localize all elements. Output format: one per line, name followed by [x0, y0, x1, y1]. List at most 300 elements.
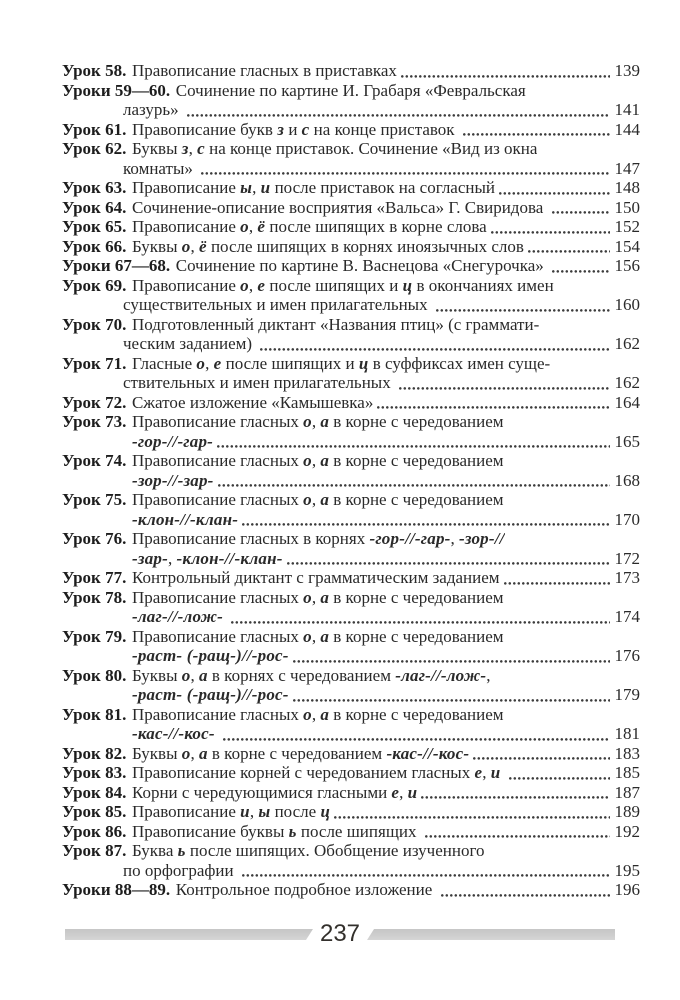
- entry-title: [132, 802, 330, 822]
- title-segment: ,: [205, 353, 214, 373]
- entry-title: [132, 841, 485, 861]
- title-segment: с: [301, 119, 310, 139]
- title-segment: в корне с чередованием: [329, 587, 504, 607]
- entry-page-number: 147: [614, 158, 640, 178]
- toc-entry: [62, 529, 640, 568]
- entry-page-number: 185: [614, 763, 640, 782]
- entry-title: [123, 334, 256, 354]
- toc-entry: [62, 412, 640, 451]
- entry-page-number: 168: [614, 470, 640, 490]
- lesson-label: Урок 81.: [62, 704, 127, 724]
- lesson-label: Уроки 88—89.: [62, 880, 171, 899]
- title-segment: в корне с чередованием: [329, 451, 504, 470]
- dot-leader: [499, 178, 609, 198]
- entry-page-number: 160: [614, 295, 640, 314]
- entry-title: [132, 61, 397, 81]
- title-segment: Правописание гласных: [131, 490, 304, 509]
- title-segment: в окончаниях имен: [412, 275, 554, 295]
- toc-line: [62, 471, 640, 491]
- lesson-label: Урок 78.: [62, 587, 127, 607]
- toc-line: [62, 373, 640, 393]
- title-segment: о: [303, 490, 312, 509]
- dot-leader: [242, 510, 609, 530]
- title-segment: Правописание гласных: [131, 451, 304, 470]
- dot-leader: [242, 861, 610, 881]
- title-segment: в корне с чередованием: [329, 412, 504, 431]
- title-segment: в корне с чередованием: [329, 626, 504, 646]
- dot-leader: [187, 100, 610, 120]
- entry-title: [132, 705, 504, 725]
- entry-title: [132, 315, 539, 335]
- title-segment: -гор-//-гар-: [132, 431, 214, 451]
- entry-title: [132, 120, 459, 140]
- title-segment: е: [391, 782, 400, 802]
- toc-entry: [62, 568, 640, 588]
- title-segment: [215, 724, 219, 743]
- entry-title: [132, 198, 548, 218]
- toc-line: [62, 315, 640, 335]
- title-segment: з: [181, 139, 189, 158]
- toc-line: [62, 763, 640, 783]
- lesson-label: Урок 79.: [62, 626, 127, 646]
- dot-leader: [201, 159, 609, 179]
- entry-title: [176, 880, 437, 900]
- title-segment: ы: [240, 178, 253, 197]
- lesson-label: Урок 80.: [62, 665, 127, 685]
- entry-title: [132, 354, 550, 374]
- title-segment: а: [320, 412, 330, 431]
- title-segment: ,: [190, 236, 199, 256]
- toc-entry: [62, 802, 640, 822]
- title-segment: ,: [486, 665, 491, 685]
- footer-rule-right: [367, 929, 615, 940]
- toc-entry: [62, 451, 640, 490]
- title-segment: -кас-//-кос-: [132, 724, 215, 743]
- lesson-label: Урок 58.: [62, 61, 127, 80]
- entry-page-number: 192: [614, 821, 640, 841]
- lesson-label: Урок 65.: [62, 217, 127, 236]
- dot-leader: [491, 217, 610, 237]
- toc-line: [62, 705, 640, 725]
- title-segment: ,: [311, 451, 321, 470]
- entry-page-number: 176: [614, 646, 640, 665]
- dot-leader: [217, 432, 609, 452]
- toc-entry: [62, 744, 640, 764]
- toc-entry: [62, 588, 640, 627]
- title-segment: ,: [482, 763, 491, 782]
- title-segment: ,: [188, 139, 198, 158]
- toc-line: [62, 159, 640, 179]
- toc-line: [62, 237, 640, 257]
- title-segment: в корне с чередованием: [329, 490, 504, 509]
- lesson-label: Урок 61.: [62, 119, 127, 139]
- title-segment: ствительных и имен прилагательных: [123, 373, 395, 392]
- title-segment: ц: [402, 275, 413, 295]
- entry-title: [132, 607, 227, 627]
- title-segment: Правописание гласных: [131, 412, 304, 431]
- entry-title: [132, 217, 487, 237]
- entry-title: [132, 412, 504, 432]
- entry-title: [123, 100, 183, 120]
- title-segment: ,: [167, 548, 177, 568]
- title-segment: ,: [190, 743, 199, 763]
- title-segment: на конце приставок. Сочинение «Вид из окна: [204, 139, 538, 158]
- title-segment: е: [213, 353, 222, 373]
- toc-line: [62, 724, 640, 744]
- title-segment: по орфографии: [123, 860, 238, 880]
- title-segment: о: [303, 412, 312, 431]
- lesson-label: Уроки 59—60.: [62, 80, 171, 100]
- toc-entry: [62, 783, 640, 803]
- entry-title: [176, 81, 526, 101]
- toc-entry: [62, 61, 640, 81]
- title-segment: после шипящих и: [265, 275, 403, 295]
- entry-title: [132, 549, 283, 569]
- lesson-label: Урок 62.: [62, 139, 127, 158]
- dot-leader: [509, 763, 610, 783]
- title-segment: после шипящих в корнях иноязычных слов: [206, 236, 524, 256]
- title-segment: после приставок на согласный: [270, 178, 496, 197]
- entry-title: [132, 471, 214, 491]
- toc-line: [62, 198, 640, 218]
- lesson-label: Урок 66.: [62, 236, 127, 256]
- entry-title: [132, 627, 504, 647]
- title-segment: Буквы: [131, 743, 182, 763]
- toc-line: [62, 529, 640, 549]
- lesson-label: Урок 85.: [62, 802, 127, 821]
- toc-line: [62, 549, 640, 569]
- title-segment: о: [240, 275, 249, 295]
- title-segment: Корни с чередующимися гласными: [131, 782, 392, 802]
- toc-entry: [62, 198, 640, 218]
- entry-page-number: 189: [614, 802, 640, 821]
- toc-line: [62, 666, 640, 686]
- title-segment: а: [320, 626, 330, 646]
- entry-page-number: 152: [614, 217, 640, 236]
- entry-title: [132, 588, 504, 608]
- lesson-label: Урок 64.: [62, 197, 127, 217]
- title-segment: лазурь»: [123, 100, 183, 119]
- entry-title: [132, 139, 538, 159]
- dot-leader: [334, 802, 609, 822]
- entry-title: [132, 490, 504, 510]
- title-segment: -лаг-//-лож-: [132, 607, 223, 626]
- entry-page-number: 181: [614, 724, 640, 743]
- title-segment: в корнях с чередованием: [207, 665, 396, 685]
- title-segment: и: [407, 782, 418, 802]
- title-segment: Сочинение-описание восприятия «Вальса» Г. Свиридова: [131, 197, 548, 217]
- entry-page-number: 195: [614, 860, 640, 880]
- title-segment: ы: [258, 802, 271, 821]
- lesson-label: Урок 74.: [62, 451, 127, 470]
- title-segment: Буквы: [131, 665, 182, 685]
- title-segment: о: [240, 217, 249, 236]
- title-segment: -гор-//-гар-: [369, 529, 451, 548]
- title-segment: о: [303, 587, 312, 607]
- toc-entry: [62, 276, 640, 315]
- title-segment: Сочинение по картине В. Васнецова «Снегурочка»: [175, 256, 548, 275]
- lesson-label: Урок 87.: [62, 841, 127, 860]
- toc-entry: [62, 627, 640, 666]
- toc-line: [62, 451, 640, 471]
- dot-leader: [473, 744, 609, 764]
- lesson-label: Урок 77.: [62, 568, 127, 587]
- title-segment: е: [474, 763, 483, 782]
- entry-title: [132, 724, 219, 744]
- dot-leader: [223, 724, 610, 744]
- dot-leader: [528, 237, 610, 257]
- dot-leader: [421, 783, 609, 803]
- title-segment: ,: [311, 587, 321, 607]
- title-segment: ё: [198, 236, 207, 256]
- lesson-label: Уроки 67—68.: [62, 256, 171, 275]
- toc-line: [62, 841, 640, 861]
- dot-leader: [463, 120, 610, 140]
- entry-title: [132, 510, 238, 530]
- entry-page-number: 164: [614, 392, 640, 412]
- toc-line: [62, 568, 640, 588]
- title-segment: ,: [190, 665, 199, 685]
- title-segment: -лаг-//-лож-: [395, 665, 487, 685]
- lesson-label: Урок 69.: [62, 275, 127, 295]
- title-segment: о: [181, 236, 191, 256]
- title-segment: и: [284, 119, 302, 139]
- entry-title: [132, 529, 505, 549]
- title-segment: о: [303, 704, 312, 724]
- toc-line: [62, 61, 640, 81]
- title-segment: ,: [252, 178, 261, 197]
- toc-entry: [62, 81, 640, 120]
- toc-entry: [62, 315, 640, 354]
- toc-line: [62, 217, 640, 237]
- dot-leader: [293, 685, 610, 705]
- lesson-label: Урок 76.: [62, 529, 127, 548]
- entry-page-number: 187: [614, 782, 640, 802]
- title-segment: о: [196, 353, 206, 373]
- dot-leader: [287, 549, 610, 569]
- dot-leader: [293, 646, 610, 666]
- title-segment: после шипящих: [296, 821, 421, 841]
- title-segment: -раст- (-ращ-)//-рос-: [132, 646, 289, 665]
- title-segment: ,: [311, 626, 321, 646]
- entry-title: [176, 256, 548, 276]
- entry-page-number: 172: [614, 548, 640, 568]
- entry-page-number: 173: [614, 568, 640, 587]
- toc-entry: [62, 354, 640, 393]
- title-segment: после шипящих и: [221, 353, 359, 373]
- title-segment: Сжатое изложение «Камышевка»: [131, 392, 374, 412]
- entry-page-number: 162: [614, 373, 640, 392]
- title-segment: а: [320, 451, 330, 470]
- title-segment: после шипящих. Обобщение изученного: [185, 841, 485, 860]
- toc-line: [62, 393, 640, 413]
- title-segment: -клон-//-клан-: [176, 548, 283, 568]
- toc-line: [62, 178, 640, 198]
- toc-entry: [62, 256, 640, 276]
- toc-line: [62, 627, 640, 647]
- toc-entry: [62, 880, 640, 900]
- entry-page-number: 196: [614, 880, 640, 899]
- title-segment: после шипящих в корне слова: [265, 217, 487, 236]
- entry-page-number: 165: [614, 431, 640, 451]
- title-segment: Правописание: [131, 275, 241, 295]
- lesson-label: Урок 70.: [62, 314, 127, 334]
- title-segment: -клон-//-клан-: [132, 509, 239, 529]
- toc-line: [62, 120, 640, 140]
- dot-leader: [552, 198, 610, 218]
- title-segment: е: [257, 275, 266, 295]
- title-segment: и: [240, 802, 250, 821]
- toc-line: [62, 139, 640, 159]
- entry-title: [123, 295, 432, 315]
- title-segment: Контрольный диктант с грамматическим заданием: [131, 568, 500, 587]
- title-segment: в корне с чередованием: [207, 743, 387, 763]
- title-segment: ,: [450, 529, 460, 548]
- toc-entry: [62, 393, 640, 413]
- title-segment: и: [260, 178, 271, 197]
- entry-page-number: 150: [614, 197, 640, 217]
- entry-title: [123, 861, 238, 881]
- toc-line: [62, 744, 640, 764]
- entry-page-number: 179: [614, 685, 640, 704]
- toc-entry: [62, 841, 640, 880]
- dot-leader: [552, 256, 610, 276]
- title-segment: Правописание буквы: [131, 821, 289, 841]
- lesson-label: Урок 75.: [62, 490, 127, 509]
- toc-line: [62, 100, 640, 120]
- title-segment: Правописание гласных: [131, 704, 304, 724]
- toc-line: [62, 432, 640, 452]
- entry-page-number: 156: [614, 256, 640, 275]
- toc-line: [62, 880, 640, 900]
- entry-title: [132, 237, 524, 257]
- lesson-label: Урок 82.: [62, 743, 127, 763]
- title-segment: -зар-: [132, 548, 168, 568]
- title-segment: -кас-//-кос-: [386, 743, 470, 763]
- title-segment: а: [320, 587, 330, 607]
- title-segment: а: [198, 665, 208, 685]
- toc-line: [62, 412, 640, 432]
- title-segment: Правописание гласных: [131, 587, 304, 607]
- lesson-label: Урок 72.: [62, 392, 127, 412]
- title-segment: в суффиксах имен суще-: [368, 353, 551, 373]
- dot-leader: [377, 393, 609, 413]
- title-segment: а: [198, 743, 208, 763]
- entry-page-number: 183: [614, 743, 640, 763]
- dot-leader: [218, 471, 610, 491]
- title-segment: на конце приставок: [309, 119, 459, 139]
- entry-title: [132, 646, 289, 666]
- dot-leader: [260, 334, 609, 354]
- title-segment: ё: [257, 217, 266, 236]
- title-segment: Правописание: [131, 217, 241, 236]
- title-segment: -зор-//: [459, 529, 505, 548]
- title-segment: комнаты»: [123, 158, 198, 178]
- title-segment: ,: [311, 704, 321, 724]
- entry-title: [132, 276, 554, 296]
- title-segment: ческим заданием): [123, 334, 257, 353]
- toc-entry: [62, 666, 640, 705]
- toc-entry: [62, 763, 640, 783]
- title-segment: [223, 607, 227, 626]
- entry-page-number: 162: [614, 334, 640, 353]
- entry-page-number: 141: [614, 100, 640, 119]
- toc-line: [62, 607, 640, 627]
- title-segment: Гласные: [131, 353, 197, 373]
- footer-rule-left: [65, 929, 313, 940]
- title-segment: Правописание гласных в приставках: [131, 61, 397, 80]
- title-segment: [500, 763, 504, 782]
- toc-line: [62, 295, 640, 315]
- title-segment: ,: [311, 412, 321, 431]
- entry-title: [132, 666, 491, 686]
- entry-page-number: 139: [614, 61, 640, 80]
- toc-entry: [62, 178, 640, 198]
- toc-line: [62, 276, 640, 296]
- title-segment: Контрольное подробное изложение: [175, 880, 437, 899]
- title-segment: ц: [358, 353, 369, 373]
- toc-entry: [62, 120, 640, 140]
- entry-title: [132, 685, 289, 705]
- toc-line: [62, 490, 640, 510]
- title-segment: Правописание: [131, 802, 241, 821]
- dot-leader: [425, 822, 610, 842]
- title-segment: а: [320, 490, 330, 509]
- entry-page-number: 144: [614, 119, 640, 139]
- toc-line: [62, 510, 640, 530]
- title-segment: Буквы: [131, 139, 182, 158]
- title-segment: Правописание гласных в корнях: [131, 529, 370, 548]
- title-segment: ц: [320, 802, 331, 821]
- dot-leader: [441, 880, 610, 900]
- dot-leader: [399, 373, 610, 393]
- entry-page-number: 148: [614, 178, 640, 197]
- title-segment: Буква: [131, 841, 178, 860]
- toc-entry: [62, 490, 640, 529]
- dot-leader: [436, 295, 610, 315]
- entry-title: [132, 822, 421, 842]
- title-segment: о: [181, 743, 191, 763]
- lesson-label: Урок 83.: [62, 763, 127, 782]
- title-segment: -зор-//-зар-: [132, 470, 214, 490]
- title-segment: ,: [399, 782, 408, 802]
- entry-title: [132, 568, 500, 588]
- title-segment: Правописание: [131, 178, 241, 197]
- title-segment: Сочинение по картине И. Грабаря «Февральская: [175, 80, 526, 100]
- page-footer: [65, 921, 615, 948]
- toc-line: [62, 334, 640, 354]
- title-segment: -раст- (-ращ-)//-рос-: [132, 685, 289, 704]
- toc-entry: [62, 705, 640, 744]
- title-segment: а: [320, 704, 330, 724]
- title-segment: ,: [248, 217, 258, 236]
- title-segment: о: [303, 626, 312, 646]
- entry-title: [123, 373, 395, 393]
- lesson-label: Урок 84.: [62, 782, 127, 802]
- lesson-label: Урок 86.: [62, 821, 127, 841]
- entry-title: [132, 393, 373, 413]
- toc-entry: [62, 139, 640, 178]
- title-segment: и: [490, 763, 501, 782]
- toc-line: [62, 685, 640, 705]
- lesson-label: Урок 63.: [62, 178, 127, 197]
- folio-page-number: 237: [319, 919, 361, 947]
- entry-title: [132, 763, 505, 783]
- toc-line: [62, 646, 640, 666]
- title-segment: ,: [311, 490, 321, 509]
- title-segment: с: [197, 139, 205, 158]
- title-segment: ь: [177, 841, 186, 860]
